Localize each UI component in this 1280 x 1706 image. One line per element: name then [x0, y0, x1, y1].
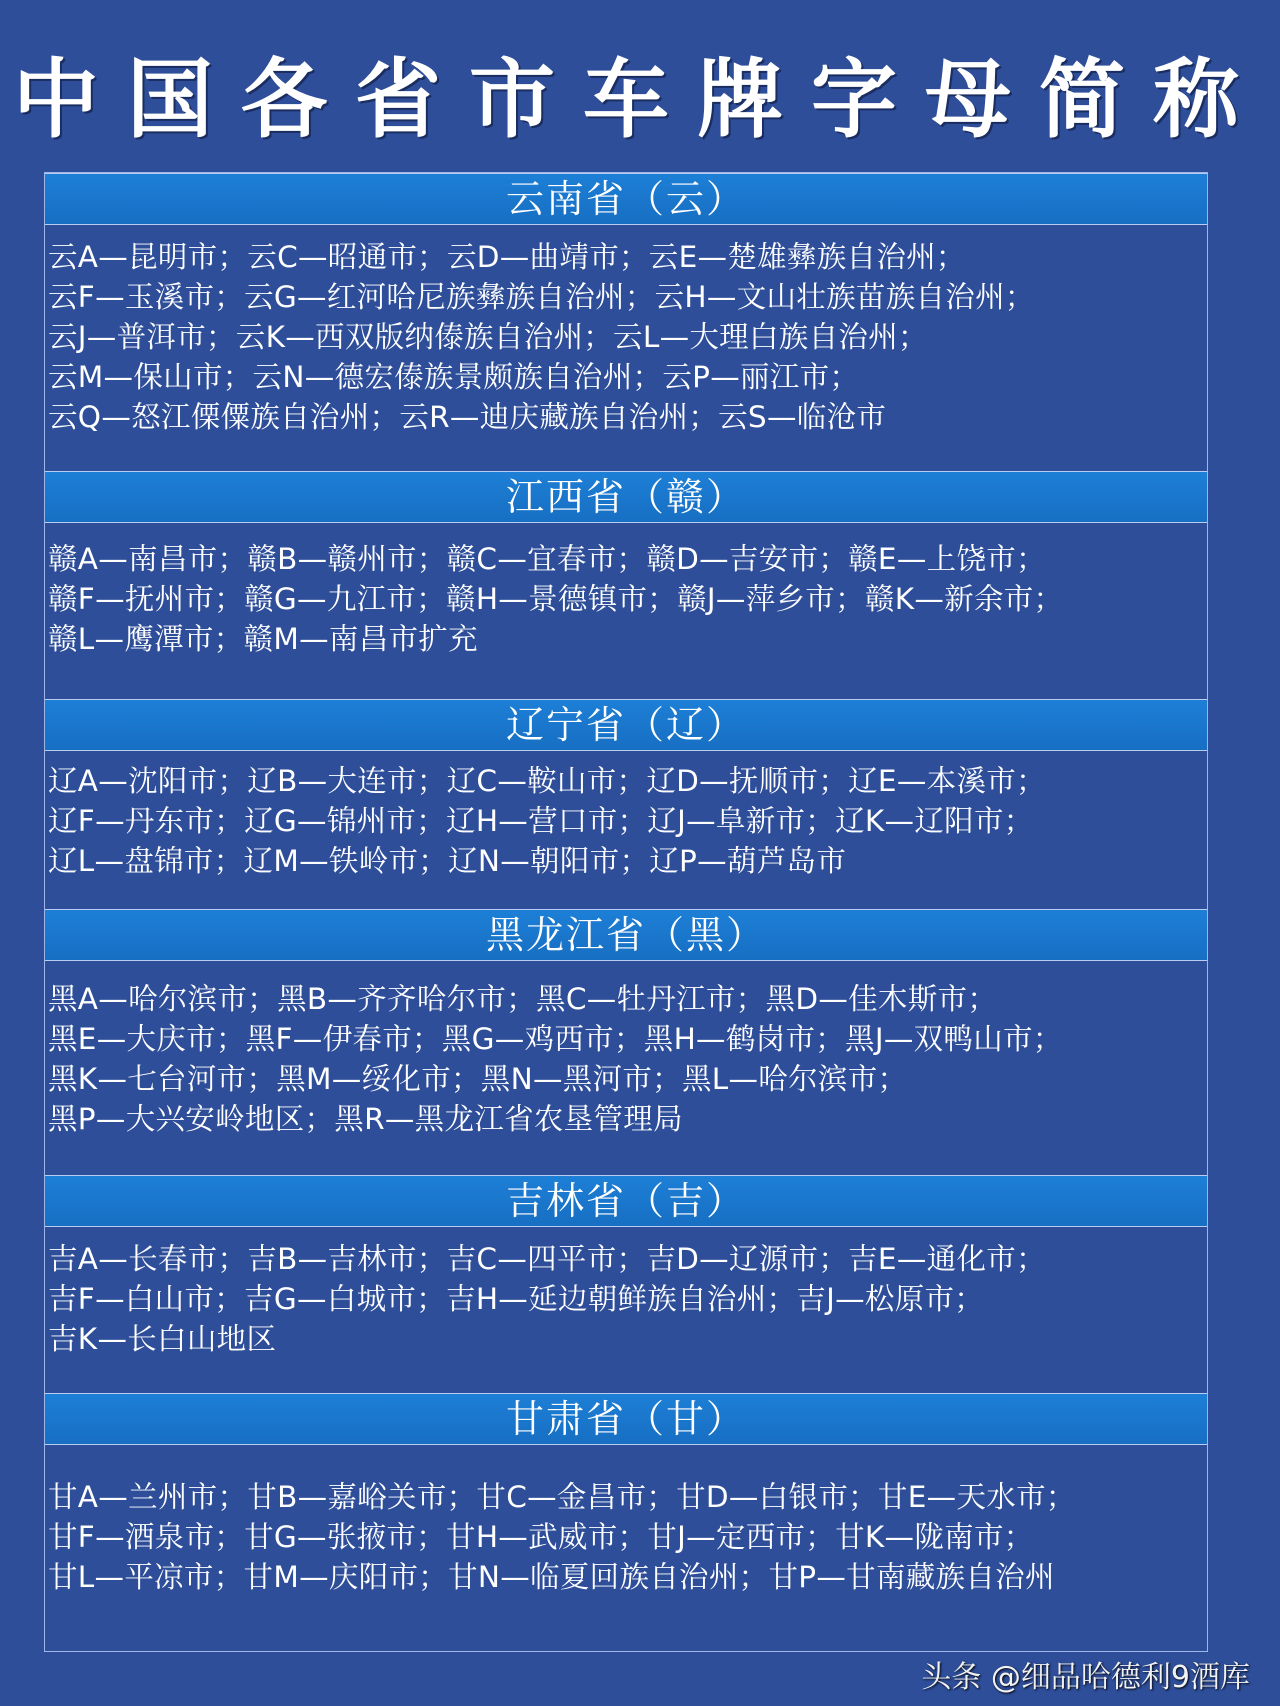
section-heading: 黑龙江省（黑）: [45, 909, 1207, 961]
code-line: 吉A—长春市；吉B—吉林市；吉C—四平市；吉D—辽源市；吉E—通化市；: [48, 1242, 1046, 1276]
code-line: 黑K—七台河市；黑M—绥化市；黑N—黑河市；黑L—哈尔滨市；: [48, 1062, 908, 1096]
code-line: 甘L—平凉市；甘M—庆阳市；甘N—临夏回族自治州；甘P—甘南藏族自治州: [48, 1560, 1055, 1594]
section-body: [48, 761, 1198, 881]
code-line: 辽A—沈阳市；辽B—大连市；辽C—鞍山市；辽D—抚顺市；辽E—本溪市；: [48, 764, 1046, 798]
section-heading: 江西省（赣）: [45, 471, 1207, 523]
code-line: 吉F—白山市；吉G—白城市；吉H—延边朝鲜族自治州；吉J—松原市；: [48, 1282, 985, 1316]
code-line: 甘F—酒泉市；甘G—张掖市；甘H—武威市；甘J—定西市；甘K—陇南市；: [48, 1520, 1034, 1554]
code-line: 黑A—哈尔滨市；黑B—齐齐哈尔市；黑C—牡丹江市；黑D—佳木斯市；: [48, 982, 998, 1016]
section-body: [48, 237, 1198, 437]
code-line: 云J—普洱市；云K—西双版纳傣族自治州；云L—大理白族自治州；: [48, 320, 928, 354]
code-line: 云Q—怒江傈僳族自治州；云R—迪庆藏族自治州；云S—临沧市: [48, 400, 887, 434]
code-line: 黑E—大庆市；黑F—伊春市；黑G—鸡西市；黑H—鹤岗市；黑J—双鸭山市；: [48, 1022, 1063, 1056]
source-watermark: 头条 @细品哈德利9酒库: [921, 1660, 1250, 1695]
section-heading: 吉林省（吉）: [45, 1175, 1207, 1227]
code-line: 赣F—抚州市；赣G—九江市；赣H—景德镇市；赣J—萍乡市；赣K—新余市；: [48, 582, 1064, 616]
code-line: 云F—玉溪市；云G—红河哈尼族彝族自治州；云H—文山壮族苗族自治州；: [48, 280, 1035, 314]
section-body: [48, 539, 1198, 659]
section-body: [48, 1477, 1198, 1597]
plate-code-table: [44, 172, 1208, 1652]
code-line: 黑P—大兴安岭地区；黑R—黑龙江省农垦管理局: [48, 1102, 683, 1136]
code-line: 甘A—兰州市；甘B—嘉峪关市；甘C—金昌市；甘D—白银市；甘E—天水市；: [48, 1480, 1076, 1514]
code-line: 辽F—丹东市；辽G—锦州市；辽H—营口市；辽J—阜新市；辽K—辽阳市；: [48, 804, 1034, 838]
section-heading: 甘肃省（甘）: [45, 1393, 1207, 1445]
section-body: [48, 1239, 1198, 1359]
section-heading: 云南省（云）: [45, 173, 1207, 225]
code-line: 辽L—盘锦市；辽M—铁岭市；辽N—朝阳市；辽P—葫芦岛市: [48, 844, 847, 878]
code-line: 云A—昆明市；云C—昭通市；云D—曲靖市；云E—楚雄彝族自治州；: [48, 240, 966, 274]
code-line: 吉K—长白山地区: [48, 1322, 277, 1356]
section-heading: 辽宁省（辽）: [45, 699, 1207, 751]
code-line: 云M—保山市；云N—德宏傣族景颇族自治州；云P—丽江市；: [48, 360, 860, 394]
section-body: [48, 979, 1198, 1139]
page-title: 中国各省市车牌字母简称: [13, 50, 1267, 150]
code-line: 赣A—南昌市；赣B—赣州市；赣C—宜春市；赣D—吉安市；赣E—上饶市；: [48, 542, 1046, 576]
code-line: 赣L—鹰潭市；赣M—南昌市扩充: [48, 622, 478, 656]
